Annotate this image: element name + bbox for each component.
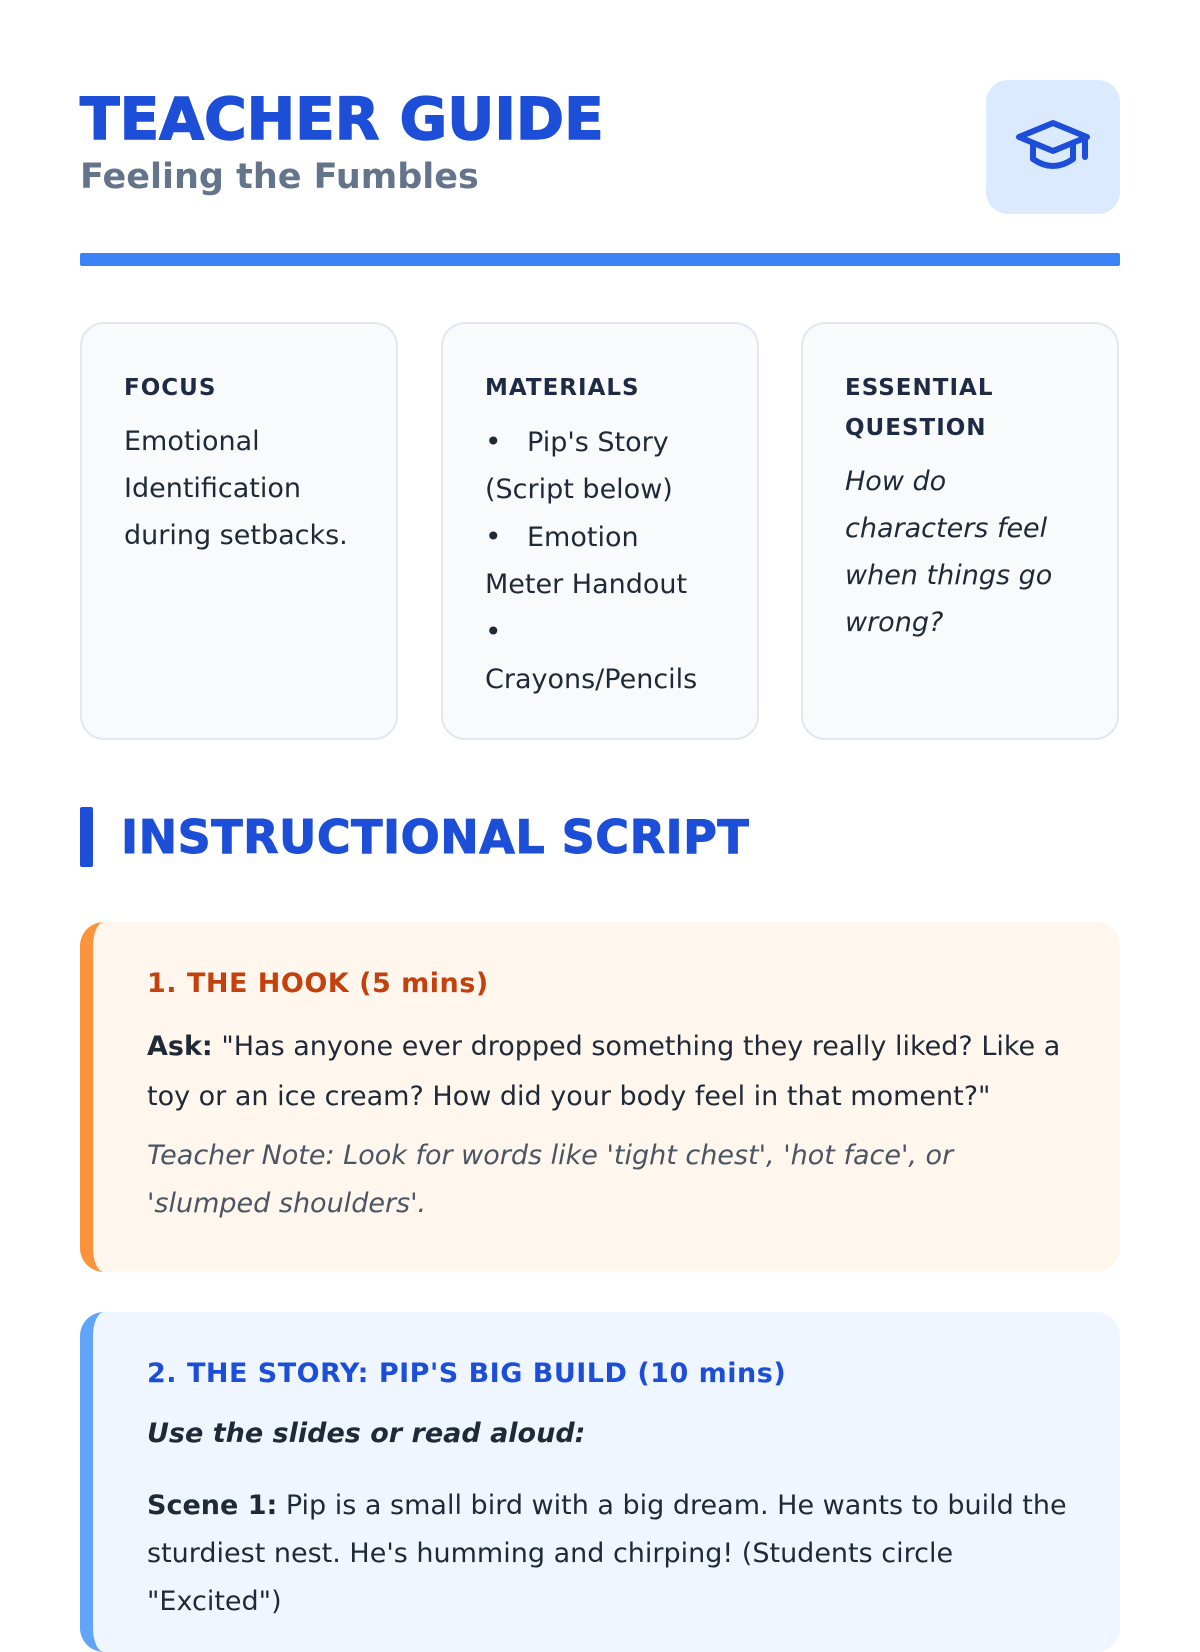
section-heading	[80, 807, 749, 867]
header-divider	[80, 253, 1120, 266]
logo-tile	[986, 80, 1120, 214]
essential-question-title: ESSENTIAL QUESTION	[845, 375, 994, 441]
focus-card	[80, 322, 398, 740]
story-intro: Use the slides or read aloud:	[147, 1418, 586, 1449]
teacher-note: Teacher Note: Look for words like 'tight chest', 'hot face', or 'slumped shoulders'.	[147, 1140, 954, 1219]
materials-card-title: MATERIALS	[485, 375, 640, 401]
ask-label: Ask:	[147, 1031, 213, 1062]
hook-title: 1. THE HOOK (5 mins)	[147, 968, 489, 999]
essential-question-card	[801, 322, 1119, 740]
section-title: INSTRUCTIONAL SCRIPT	[121, 810, 750, 864]
focus-card-title: FOCUS	[124, 375, 217, 401]
hook-ask-text	[147, 1022, 1078, 1122]
page-title: TEACHER GUIDE	[80, 85, 604, 153]
page-header	[80, 80, 1120, 214]
materials-item: • Crayons/Pencils	[485, 608, 717, 703]
story-title: 2. THE STORY: PIP'S BIG BUILD (10 mins)	[147, 1358, 787, 1389]
essential-question-text: How do characters feel when things go wrong?	[845, 466, 1053, 638]
materials-card	[441, 322, 759, 740]
focus-card-text: Emotional Identification during setbacks.	[124, 426, 348, 551]
materials-item: • Pip's Story (Script below)	[485, 418, 717, 513]
materials-list	[485, 418, 717, 703]
scene-1-label: Scene 1:	[147, 1490, 278, 1521]
scene-1-text	[147, 1482, 1078, 1626]
graduation-cap-icon	[1015, 117, 1091, 177]
section-accent-bar	[80, 807, 93, 867]
ask-question: "Has anyone ever dropped something they really liked? Like a toy or an ice cream? How did your body feel in that moment?"	[147, 1031, 1061, 1112]
scene-1-body: Pip is a small bird with a big dream. He wants to build the sturdiest nest. He's humming and chirping! (Students circle "Excited")	[147, 1490, 1067, 1617]
materials-item: • Emotion Meter Handout	[485, 513, 717, 608]
page-subtitle: Feeling the Fumbles	[80, 157, 479, 197]
hook-block	[80, 922, 1120, 1272]
story-block	[80, 1312, 1120, 1652]
